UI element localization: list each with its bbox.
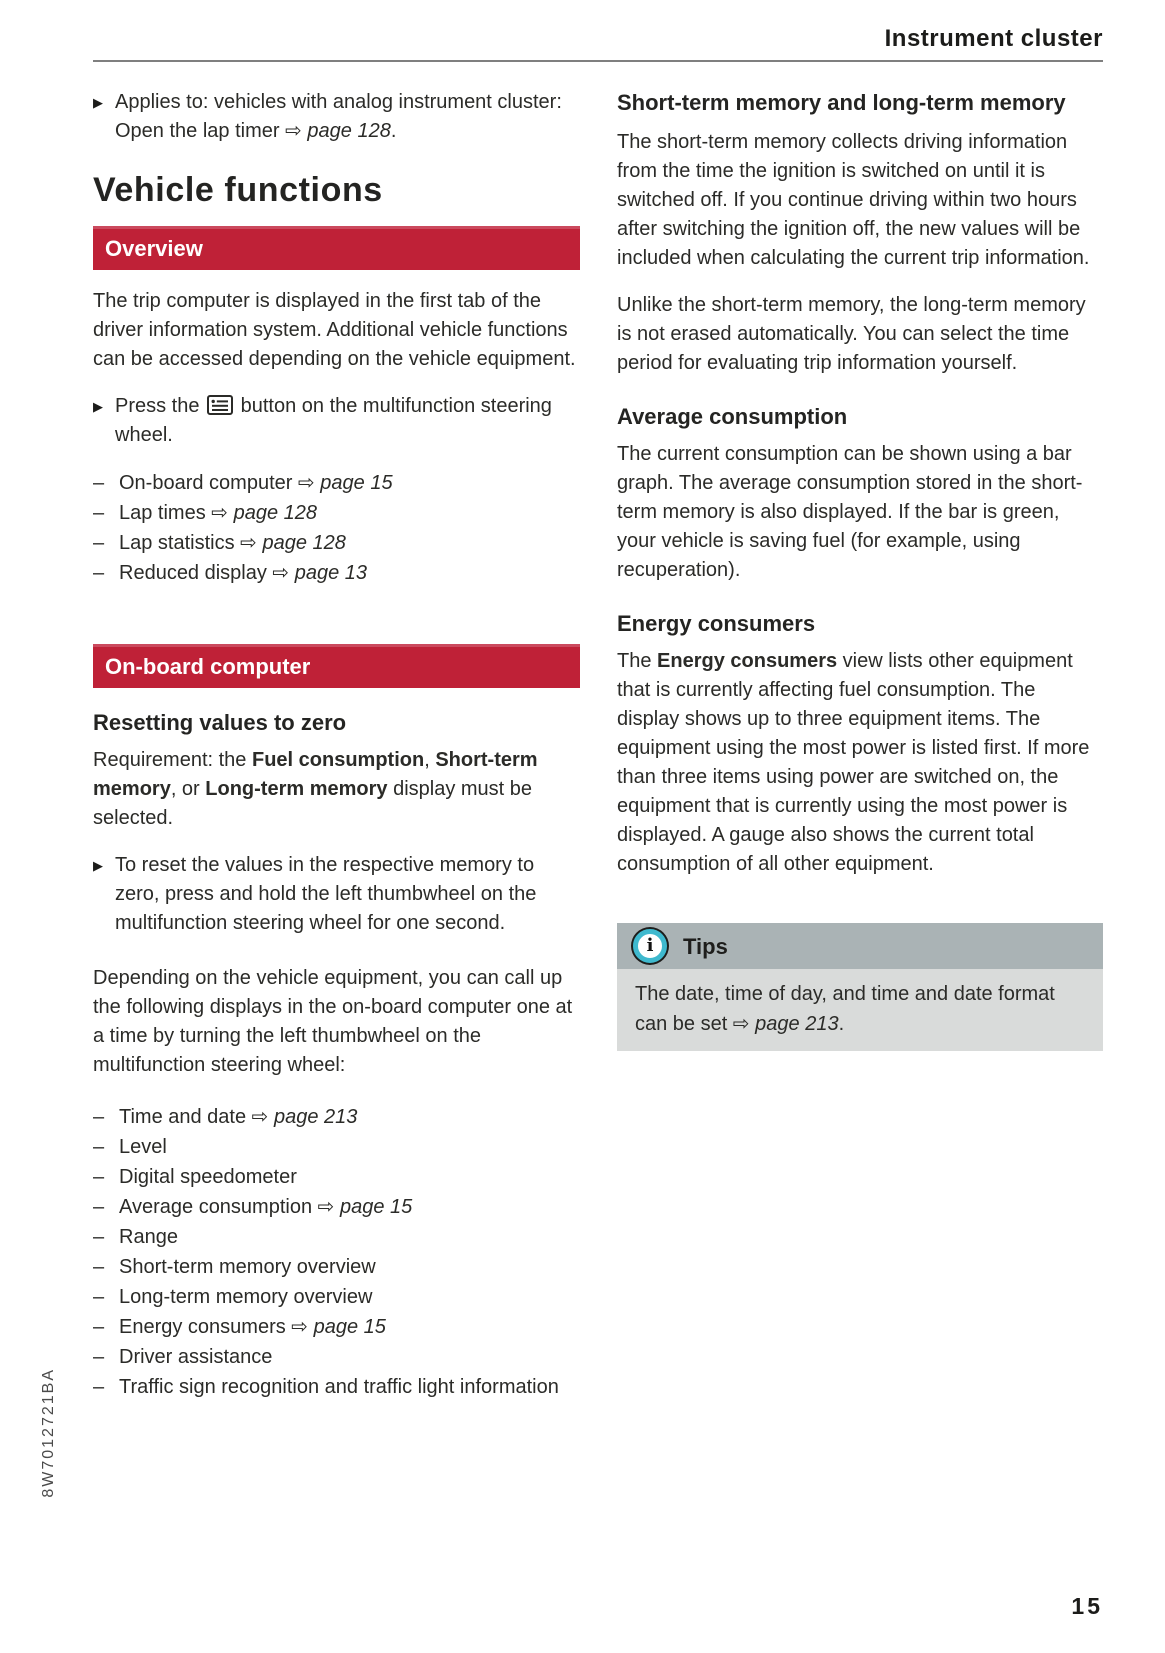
page-header-title: Instrument cluster bbox=[884, 25, 1103, 52]
list-item-text: Lap times ⇨ page 128 bbox=[119, 502, 318, 524]
list-item-text: Time and date ⇨ page 213 bbox=[119, 1106, 358, 1128]
right-column bbox=[617, 88, 1103, 1051]
list-item bbox=[93, 1132, 580, 1162]
applies-note-text: Applies to: vehicles with analog instrument cluster: Open the lap timer ⇨ page 128. bbox=[115, 91, 562, 142]
overview-paragraph: The trip computer is displayed in the first tab of the driver information system. Additional vehicle functions can be accessed depending on the vehicle equipment. bbox=[93, 290, 576, 370]
list-item-text: Short-term memory overview bbox=[119, 1256, 376, 1278]
list-item-text: On-board computer ⇨ page 15 bbox=[119, 472, 393, 494]
list-item bbox=[93, 1312, 580, 1342]
display-list bbox=[93, 468, 580, 588]
average-consumption-paragraph: The current consumption can be shown using a bar graph. The average consumption stored in the short-term memory is also displayed. If the bar is green, your vehicle is saving fuel (for example, using recuperation). bbox=[617, 443, 1083, 581]
tips-title: Tips bbox=[683, 933, 728, 959]
list-item bbox=[93, 528, 580, 558]
dash-marker: – bbox=[93, 1376, 105, 1398]
dash-marker: – bbox=[93, 1106, 105, 1128]
depending-paragraph: Depending on the vehicle equipment, you can call up the following displays in the on-board computer one at a time by turning the left thumbwheel on the multifunction steering wheel: bbox=[93, 967, 573, 1076]
short-term-paragraph-1: The short-term memory collects driving information from the time the ignition is switched on until it is switched off. If you continue driving within two hours after switching the ignition off, the new values will be included when calculating the current trip information. bbox=[617, 131, 1090, 269]
list-item-text: Energy consumers ⇨ page 15 bbox=[119, 1316, 386, 1338]
dash-marker: – bbox=[93, 1346, 105, 1368]
list-item-text: Average consumption ⇨ page 15 bbox=[119, 1196, 413, 1218]
dash-marker: – bbox=[93, 472, 105, 494]
left-column bbox=[93, 88, 580, 1402]
document-code: 8W7012721BA bbox=[40, 1368, 57, 1498]
list-item bbox=[93, 498, 580, 528]
menu-list-button-icon bbox=[207, 395, 233, 415]
dash-marker: – bbox=[93, 1256, 105, 1278]
triangle-bullet-icon: ▶ bbox=[93, 95, 103, 110]
tips-body: The date, time of day, and time and date format can be set ⇨ page 213. bbox=[617, 969, 1103, 1051]
average-consumption-heading: Average consumption bbox=[617, 404, 848, 429]
tips-header bbox=[617, 923, 1103, 969]
dash-marker: – bbox=[93, 1166, 105, 1188]
list-item bbox=[93, 1372, 580, 1402]
dash-marker: – bbox=[93, 532, 105, 554]
list-item bbox=[93, 1342, 580, 1372]
list-item-text: Lap statistics ⇨ page 128 bbox=[119, 532, 346, 554]
short-term-paragraph-2: Unlike the short-term memory, the long-term memory is not erased automatically. You can select the time period for evaluating trip information yourself. bbox=[617, 294, 1086, 374]
info-icon: i bbox=[633, 929, 667, 963]
list-item bbox=[93, 1222, 580, 1252]
energy-consumers-heading: Energy consumers bbox=[617, 611, 816, 636]
reset-instruction-text: To reset the values in the respective memory to zero, press and hold the left thumbwheel on the multifunction steering wheel for one second. bbox=[115, 854, 537, 934]
triangle-bullet-icon: ▶ bbox=[93, 858, 103, 873]
list-item-text: Traffic sign recognition and traffic light information bbox=[119, 1376, 559, 1398]
list-item-text: Digital speedometer bbox=[119, 1166, 297, 1188]
press-instruction-text: Press the button on the multifunction steering wheel. bbox=[115, 395, 552, 446]
tips-box bbox=[617, 923, 1103, 1051]
dash-marker: – bbox=[93, 1226, 105, 1248]
header-rule bbox=[93, 60, 1103, 62]
triangle-bullet-icon: ▶ bbox=[93, 399, 103, 414]
list-item bbox=[93, 1282, 580, 1312]
list-item-text: Reduced display ⇨ page 13 bbox=[119, 562, 368, 584]
dash-marker: – bbox=[93, 1196, 105, 1218]
computer-list bbox=[93, 1102, 580, 1402]
dash-marker: – bbox=[93, 1136, 105, 1158]
list-item bbox=[93, 468, 580, 498]
list-item-text: Range bbox=[119, 1226, 178, 1248]
list-item bbox=[93, 1192, 580, 1222]
section-title: Vehicle functions bbox=[93, 171, 383, 209]
list-item bbox=[93, 1102, 580, 1132]
list-item bbox=[93, 558, 580, 588]
applies-note bbox=[93, 88, 580, 146]
energy-consumers-paragraph: The Energy consumers view lists other equipment that is currently affecting fuel consumption. The display shows up to three equipment items. The equipment using the most power is listed first. If more than three items using power are switched on, the equipment that is currently using the most power is displayed. A gauge also shows the current total consumption of all other equipment. bbox=[617, 650, 1090, 875]
press-instruction bbox=[93, 392, 580, 450]
dash-marker: – bbox=[93, 1286, 105, 1308]
list-item bbox=[93, 1252, 580, 1282]
reset-instruction bbox=[93, 851, 580, 938]
short-term-memory-heading: Short-term memory and long-term memory bbox=[617, 90, 1066, 115]
list-item-text: Level bbox=[119, 1136, 167, 1158]
list-item-text: Long-term memory overview bbox=[119, 1286, 373, 1308]
overview-banner: Overview bbox=[93, 226, 580, 270]
requirement-paragraph: Requirement: the Fuel consumption, Short-term memory, or Long-term memory display must be selected. bbox=[93, 749, 538, 829]
list-item-text: Driver assistance bbox=[119, 1346, 273, 1368]
dash-marker: – bbox=[93, 502, 105, 524]
resetting-heading: Resetting values to zero bbox=[93, 710, 347, 735]
dash-marker: – bbox=[93, 1316, 105, 1338]
onboard-computer-banner: On-board computer bbox=[93, 644, 580, 688]
dash-marker: – bbox=[93, 562, 105, 584]
list-item bbox=[93, 1162, 580, 1192]
page-number: 15 bbox=[1071, 1593, 1103, 1619]
